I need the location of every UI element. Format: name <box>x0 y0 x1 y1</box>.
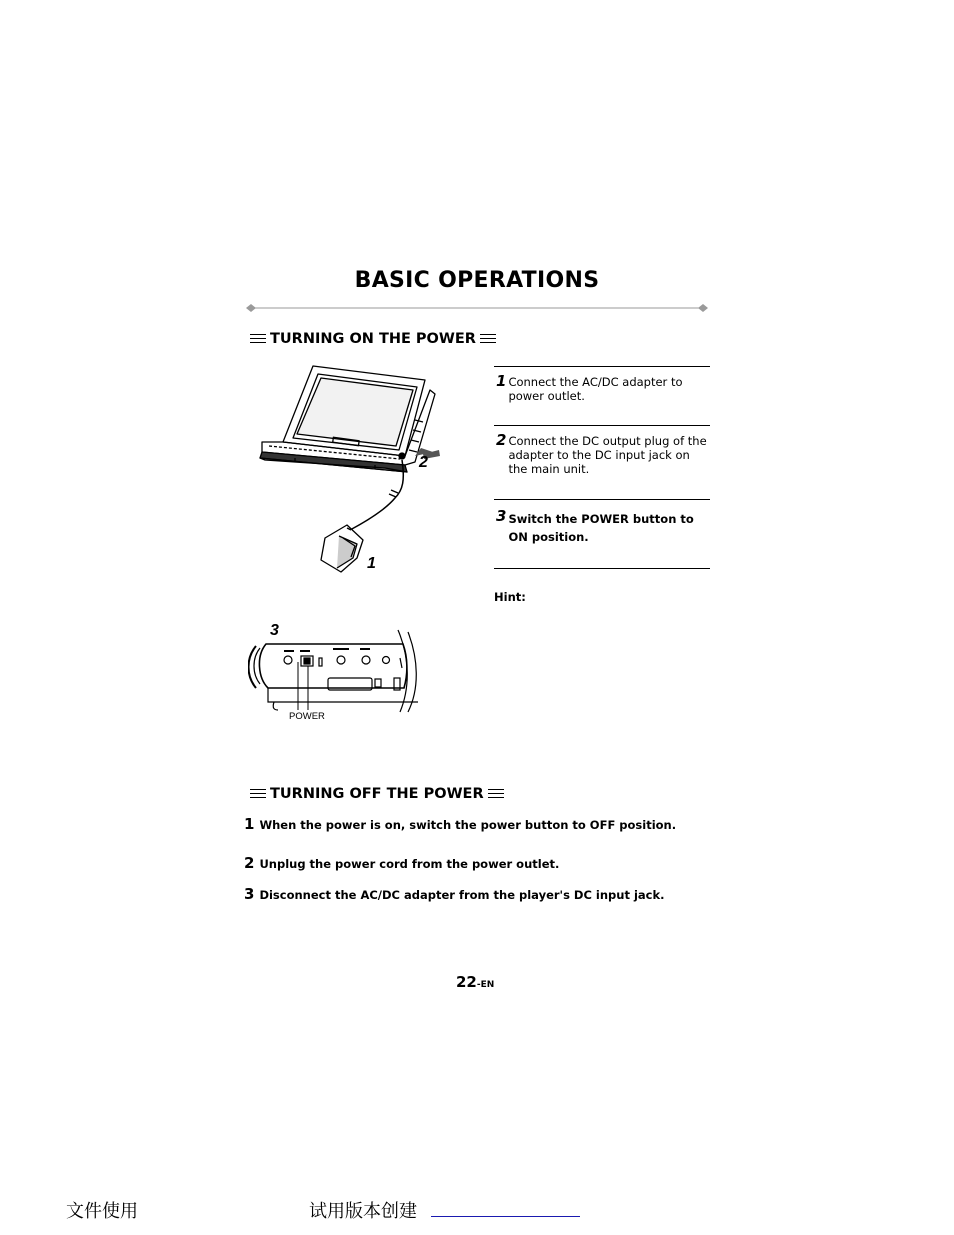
title-divider <box>246 300 712 316</box>
power-label: POWER <box>289 711 325 722</box>
menu-lines-icon <box>250 334 266 344</box>
figure-label-3: 3 <box>270 622 279 639</box>
divider <box>494 499 710 500</box>
footer-left-text: 文件使用 <box>66 1201 138 1222</box>
on-step-1: 1 Connect the AC/DC adapter to power outlet. <box>496 372 683 403</box>
off-step-2: 2 Unplug the power cord from the power outlet. <box>244 854 560 872</box>
figure-label-2: 2 <box>419 454 428 471</box>
divider <box>494 425 710 426</box>
page-number: 22-EN <box>456 973 495 991</box>
power-switch-illustration <box>248 618 428 726</box>
menu-lines-icon <box>480 334 496 344</box>
on-step-2: 2 Connect the DC output plug of the adapter to the DC input jack on the main unit. <box>496 431 707 476</box>
section-heading-turning-off <box>250 786 504 802</box>
section-heading-turning-on <box>250 331 496 347</box>
off-step-1: 1 When the power is on, switch the power button to OFF position. <box>244 815 677 833</box>
section-heading-text: TURNING OFF THE POWER <box>270 786 484 802</box>
footer-right-text: 试用版本创建 <box>309 1201 417 1222</box>
menu-lines-icon <box>488 789 504 799</box>
player-adapter-illustration <box>255 360 455 580</box>
section-heading-text: TURNING ON THE POWER <box>270 331 476 347</box>
menu-lines-icon <box>250 789 266 799</box>
page-title: BASIC OPERATIONS <box>354 268 600 293</box>
figure-label-1: 1 <box>367 555 376 572</box>
divider <box>494 568 710 569</box>
divider <box>494 366 710 367</box>
on-step-3: 3 Switch the POWER button to ON position. <box>496 507 694 544</box>
hint-label: Hint: <box>494 590 526 604</box>
off-step-3: 3 Disconnect the AC/DC adapter from the player's DC input jack. <box>244 885 665 903</box>
footer-link-underline[interactable] <box>431 1216 580 1217</box>
